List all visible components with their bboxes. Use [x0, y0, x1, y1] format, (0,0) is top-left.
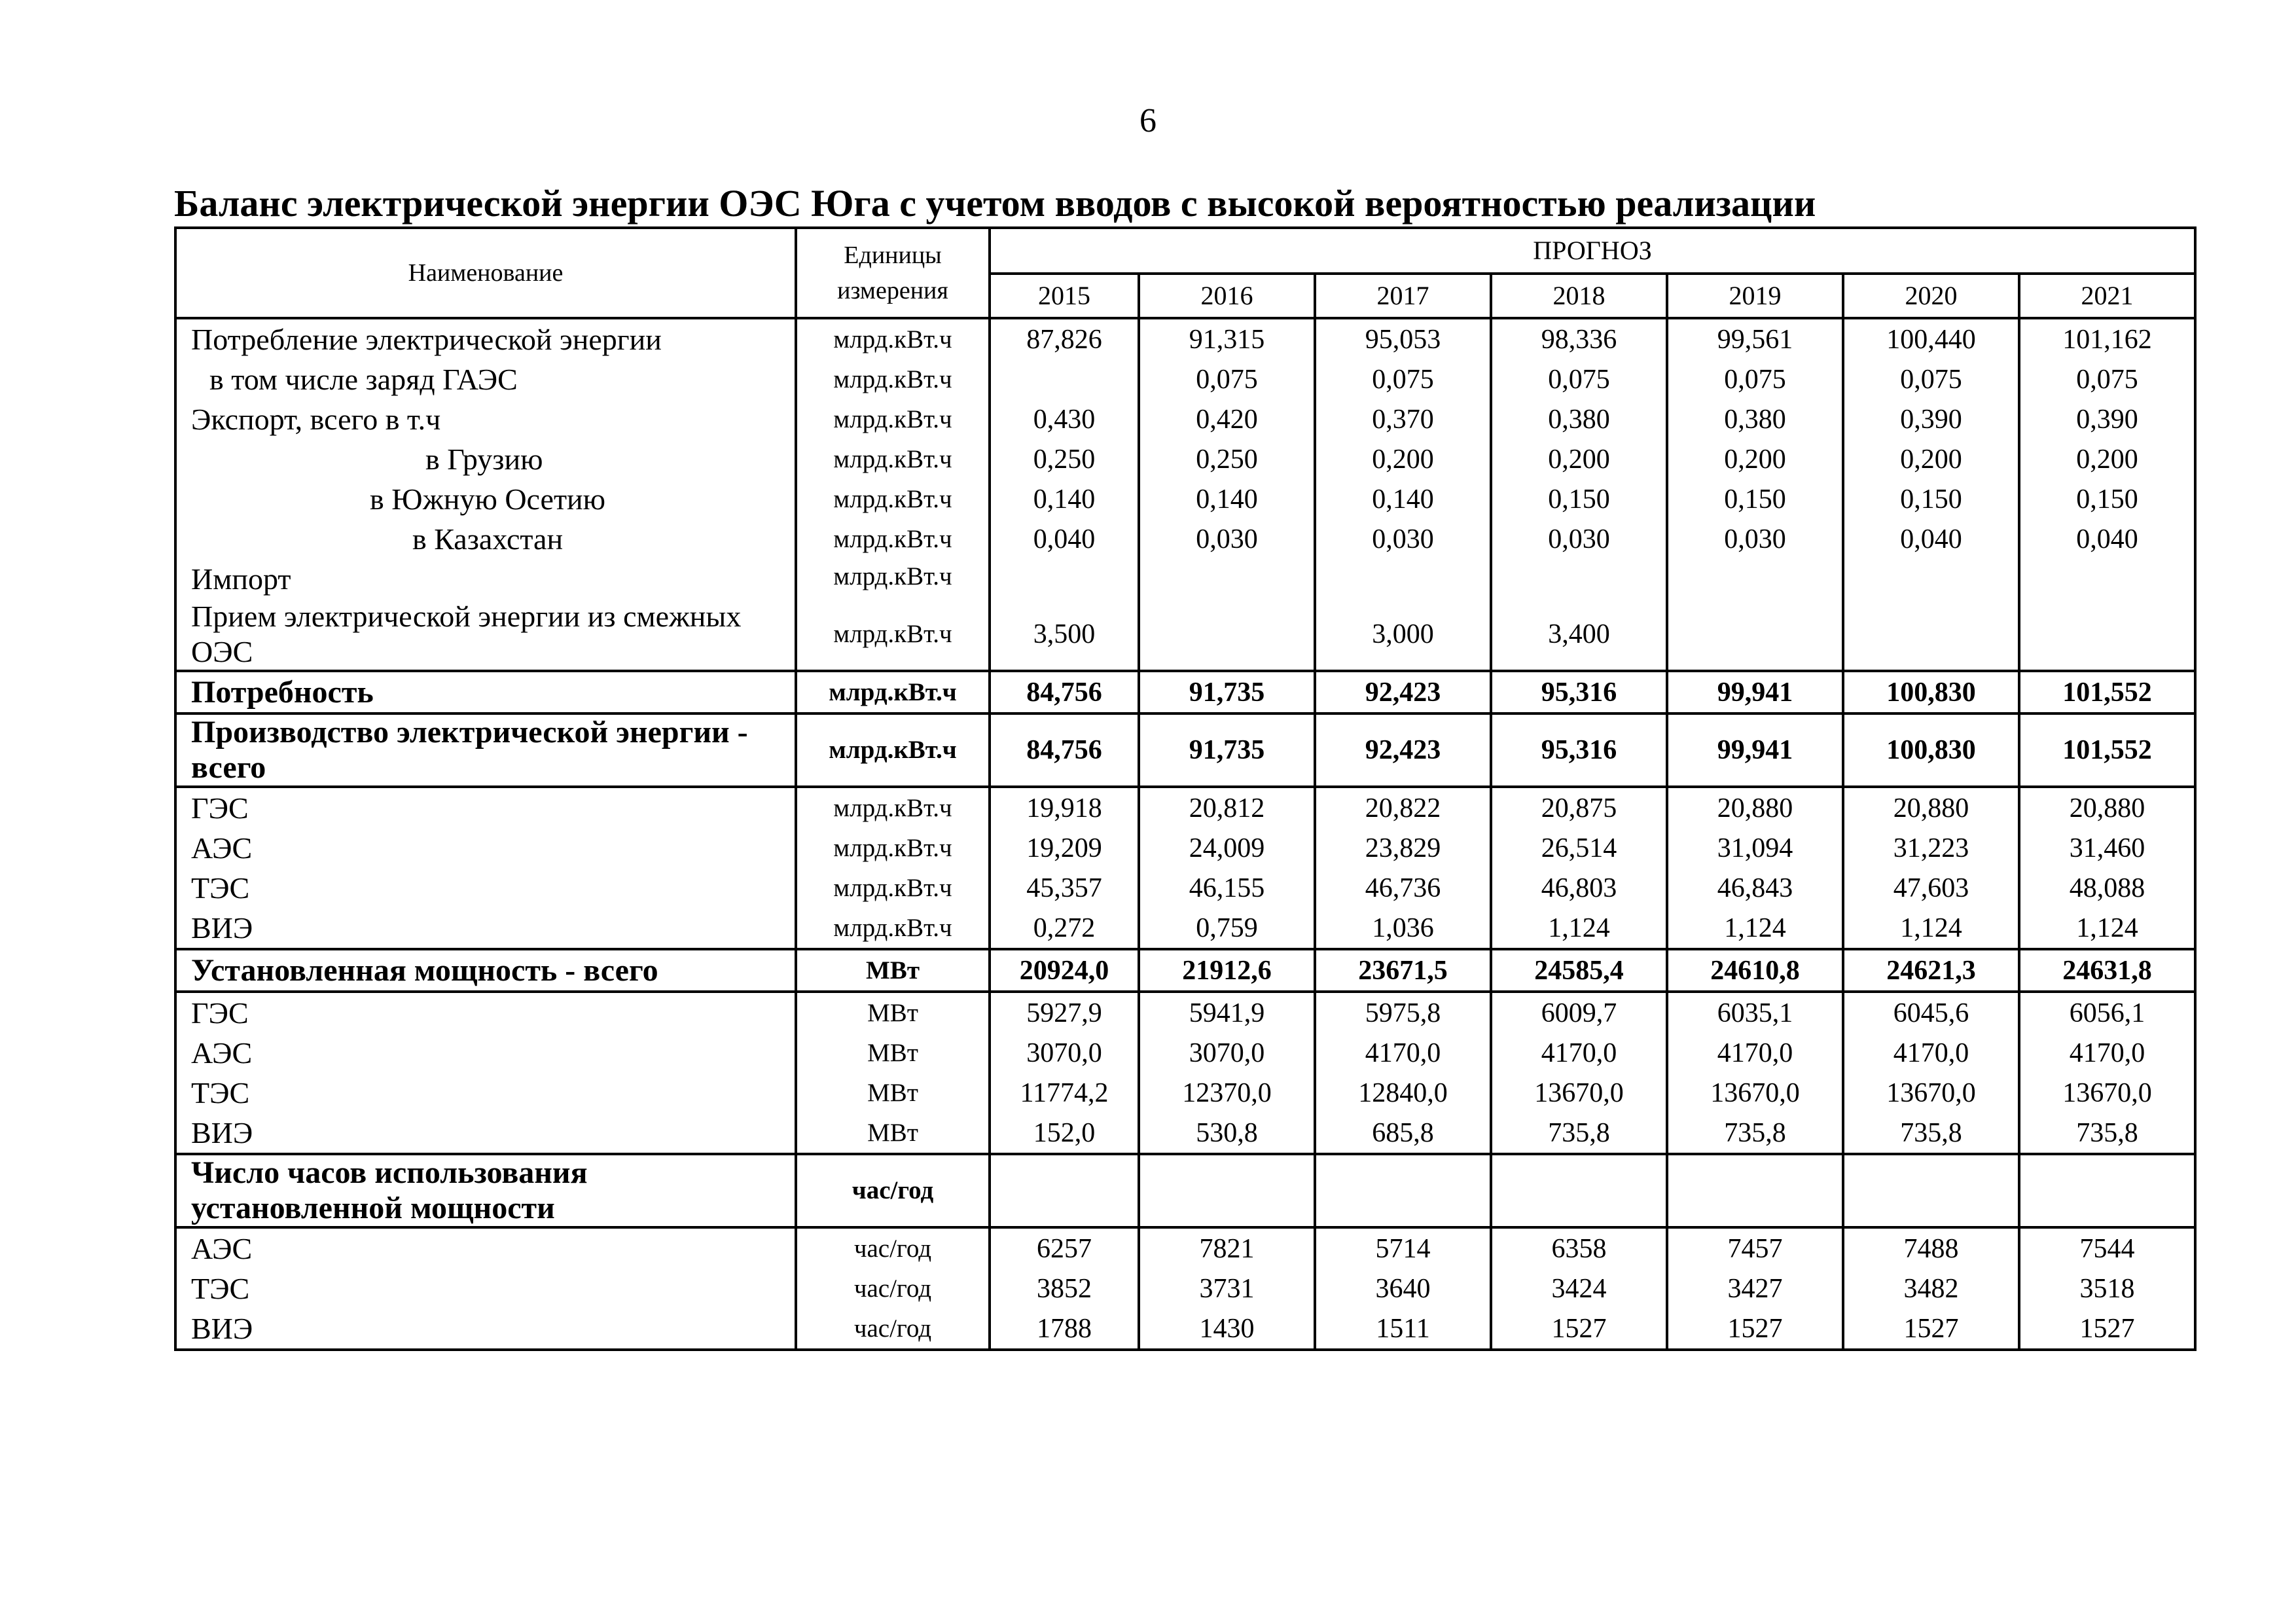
table-row: [175, 671, 2195, 713]
value-cell: 4170,0: [1491, 1033, 1667, 1073]
value-cell: 1527: [1667, 1308, 1843, 1350]
value-cell: 0,430: [990, 399, 1139, 439]
row-label: ВИЭ: [175, 908, 796, 949]
table-row: [175, 1227, 2195, 1269]
value-cell: 4170,0: [1315, 1033, 1491, 1073]
table-row: [175, 908, 2195, 949]
table-row: [175, 439, 2195, 479]
row-label: ВИЭ: [175, 1113, 796, 1154]
value-cell: 4170,0: [1667, 1033, 1843, 1073]
row-unit: млрд.кВт.ч: [796, 439, 990, 479]
energy-balance-table: [174, 226, 2197, 1351]
row-label: в Казахстан: [175, 519, 796, 559]
header-unit: Единицы измерения: [796, 228, 990, 318]
value-cell: 0,150: [1667, 479, 1843, 519]
value-cell: 530,8: [1139, 1113, 1315, 1154]
value-cell: [1843, 599, 2019, 671]
value-cell: 11774,2: [990, 1073, 1139, 1113]
value-cell: 0,200: [1667, 439, 1843, 479]
value-cell: 6035,1: [1667, 992, 1843, 1033]
row-unit: МВт: [796, 992, 990, 1033]
value-cell: 1,124: [1667, 908, 1843, 949]
value-cell: 0,370: [1315, 399, 1491, 439]
value-cell: 7457: [1667, 1227, 1843, 1269]
value-cell: 99,561: [1667, 318, 1843, 359]
value-cell: [1843, 1154, 2019, 1227]
value-cell: 0,200: [1843, 439, 2019, 479]
value-cell: 95,316: [1491, 713, 1667, 787]
value-cell: 152,0: [990, 1113, 1139, 1154]
header-year: 2020: [1843, 274, 2019, 318]
row-unit: млрд.кВт.ч: [796, 399, 990, 439]
value-cell: 7488: [1843, 1227, 2019, 1269]
value-cell: 1527: [1843, 1308, 2019, 1350]
row-unit: час/год: [796, 1308, 990, 1350]
value-cell: 3,500: [990, 599, 1139, 671]
value-cell: 31,094: [1667, 828, 1843, 868]
value-cell: 6056,1: [2019, 992, 2195, 1033]
row-unit: млрд.кВт.ч: [796, 599, 990, 671]
row-label: ТЭС: [175, 868, 796, 908]
value-cell: 3427: [1667, 1269, 1843, 1308]
value-cell: 0,759: [1139, 908, 1315, 949]
row-unit: МВт: [796, 949, 990, 992]
value-cell: 100,440: [1843, 318, 2019, 359]
value-cell: 46,803: [1491, 868, 1667, 908]
value-cell: 100,830: [1843, 713, 2019, 787]
value-cell: 24,009: [1139, 828, 1315, 868]
value-cell: 1430: [1139, 1308, 1315, 1350]
value-cell: 0,380: [1667, 399, 1843, 439]
table-row: [175, 949, 2195, 992]
value-cell: 7821: [1139, 1227, 1315, 1269]
value-cell: 0,030: [1315, 519, 1491, 559]
table-row: [175, 1154, 2195, 1227]
value-cell: 3482: [1843, 1269, 2019, 1308]
row-label: Производство электрической энергии - всего: [175, 713, 796, 787]
row-label: ГЭС: [175, 992, 796, 1033]
table-row: [175, 1308, 2195, 1350]
value-cell: 13670,0: [1667, 1073, 1843, 1113]
value-cell: 6009,7: [1491, 992, 1667, 1033]
value-cell: 24610,8: [1667, 949, 1843, 992]
value-cell: 20924,0: [990, 949, 1139, 992]
value-cell: [1139, 599, 1315, 671]
header-year: 2021: [2019, 274, 2195, 318]
value-cell: 0,200: [1315, 439, 1491, 479]
value-cell: 31,460: [2019, 828, 2195, 868]
row-label: в Грузию: [175, 439, 796, 479]
value-cell: 48,088: [2019, 868, 2195, 908]
value-cell: 92,423: [1315, 671, 1491, 713]
value-cell: 0,150: [1843, 479, 2019, 519]
value-cell: [1315, 1154, 1491, 1227]
value-cell: 12840,0: [1315, 1073, 1491, 1113]
row-label: в Южную Осетию: [175, 479, 796, 519]
row-label: в том числе заряд ГАЭС: [175, 359, 796, 399]
page-number: 6: [1139, 102, 1157, 139]
value-cell: 0,150: [1491, 479, 1667, 519]
value-cell: 1511: [1315, 1308, 1491, 1350]
table-row: [175, 787, 2195, 828]
table-row: [175, 713, 2195, 787]
value-cell: 6257: [990, 1227, 1139, 1269]
value-cell: 4170,0: [2019, 1033, 2195, 1073]
value-cell: [1667, 599, 1843, 671]
value-cell: 99,941: [1667, 713, 1843, 787]
value-cell: 20,812: [1139, 787, 1315, 828]
value-cell: 3640: [1315, 1269, 1491, 1308]
row-label: Импорт: [175, 559, 796, 599]
value-cell: 685,8: [1315, 1113, 1491, 1154]
value-cell: 20,880: [2019, 787, 2195, 828]
header-year: 2017: [1315, 274, 1491, 318]
value-cell: 5941,9: [1139, 992, 1315, 1033]
row-label: ТЭС: [175, 1269, 796, 1308]
value-cell: 0,030: [1491, 519, 1667, 559]
value-cell: 46,155: [1139, 868, 1315, 908]
table-row: [175, 599, 2195, 671]
value-cell: 0,075: [1491, 359, 1667, 399]
value-cell: 101,552: [2019, 671, 2195, 713]
value-cell: 0,040: [990, 519, 1139, 559]
row-unit: млрд.кВт.ч: [796, 713, 990, 787]
value-cell: 5714: [1315, 1227, 1491, 1269]
value-cell: 23671,5: [1315, 949, 1491, 992]
value-cell: 100,830: [1843, 671, 2019, 713]
value-cell: 6358: [1491, 1227, 1667, 1269]
value-cell: 20,875: [1491, 787, 1667, 828]
table-row: [175, 1073, 2195, 1113]
value-cell: 20,880: [1667, 787, 1843, 828]
value-cell: 0,390: [2019, 399, 2195, 439]
row-unit: час/год: [796, 1227, 990, 1269]
row-label: ТЭС: [175, 1073, 796, 1113]
value-cell: 3070,0: [1139, 1033, 1315, 1073]
value-cell: 84,756: [990, 713, 1139, 787]
value-cell: [1843, 559, 2019, 599]
value-cell: 0,075: [1139, 359, 1315, 399]
value-cell: 1,124: [1843, 908, 2019, 949]
value-cell: 0,075: [1667, 359, 1843, 399]
row-unit: млрд.кВт.ч: [796, 868, 990, 908]
value-cell: 0,040: [1843, 519, 2019, 559]
value-cell: 13670,0: [1843, 1073, 2019, 1113]
value-cell: 24585,4: [1491, 949, 1667, 992]
header-year: 2019: [1667, 274, 1843, 318]
row-unit: млрд.кВт.ч: [796, 828, 990, 868]
value-cell: 12370,0: [1139, 1073, 1315, 1113]
value-cell: 24631,8: [2019, 949, 2195, 992]
table-row: [175, 318, 2195, 359]
header-name: Наименование: [175, 228, 796, 318]
value-cell: 0,040: [2019, 519, 2195, 559]
table-row: [175, 479, 2195, 519]
value-cell: 95,316: [1491, 671, 1667, 713]
value-cell: 735,8: [1667, 1113, 1843, 1154]
value-cell: 23,829: [1315, 828, 1491, 868]
value-cell: 0,030: [1139, 519, 1315, 559]
header-year: 2018: [1491, 274, 1667, 318]
row-label: Потребность: [175, 671, 796, 713]
value-cell: [1139, 1154, 1315, 1227]
row-unit: МВт: [796, 1033, 990, 1073]
value-cell: 0,390: [1843, 399, 2019, 439]
table-row: [175, 1269, 2195, 1308]
value-cell: 47,603: [1843, 868, 2019, 908]
value-cell: 95,053: [1315, 318, 1491, 359]
value-cell: 7544: [2019, 1227, 2195, 1269]
row-unit: млрд.кВт.ч: [796, 787, 990, 828]
row-unit: час/год: [796, 1269, 990, 1308]
value-cell: 1,124: [1491, 908, 1667, 949]
value-cell: 735,8: [1491, 1113, 1667, 1154]
value-cell: 0,030: [1667, 519, 1843, 559]
value-cell: 3,400: [1491, 599, 1667, 671]
value-cell: 6045,6: [1843, 992, 2019, 1033]
value-cell: 20,880: [1843, 787, 2019, 828]
value-cell: [990, 1154, 1139, 1227]
value-cell: 91,735: [1139, 713, 1315, 787]
value-cell: 0,200: [1491, 439, 1667, 479]
header-year: 2015: [990, 274, 1139, 318]
value-cell: 5975,8: [1315, 992, 1491, 1033]
table-body: [175, 318, 2195, 1350]
value-cell: 46,843: [1667, 868, 1843, 908]
value-cell: 91,315: [1139, 318, 1315, 359]
row-unit: млрд.кВт.ч: [796, 559, 990, 599]
value-cell: [1491, 1154, 1667, 1227]
table-row: [175, 868, 2195, 908]
table-row: [175, 359, 2195, 399]
value-cell: [990, 559, 1139, 599]
value-cell: 98,336: [1491, 318, 1667, 359]
value-cell: 13670,0: [2019, 1073, 2195, 1113]
row-label: Число часов использования установленной мощности: [175, 1154, 796, 1227]
value-cell: [990, 359, 1139, 399]
value-cell: 0,140: [1315, 479, 1491, 519]
value-cell: 735,8: [1843, 1113, 2019, 1154]
value-cell: 0,250: [1139, 439, 1315, 479]
row-label: Потребление электрической энергии: [175, 318, 796, 359]
table-row: [175, 992, 2195, 1033]
value-cell: 101,552: [2019, 713, 2195, 787]
value-cell: 0,075: [1843, 359, 2019, 399]
table-row: [175, 1113, 2195, 1154]
value-cell: 101,162: [2019, 318, 2195, 359]
row-label: ВИЭ: [175, 1308, 796, 1350]
value-cell: 0,140: [1139, 479, 1315, 519]
value-cell: 19,918: [990, 787, 1139, 828]
table-row: [175, 828, 2195, 868]
value-cell: 0,380: [1491, 399, 1667, 439]
value-cell: 3,000: [1315, 599, 1491, 671]
value-cell: 24621,3: [1843, 949, 2019, 992]
row-label: АЭС: [175, 828, 796, 868]
value-cell: [2019, 1154, 2195, 1227]
value-cell: 0,075: [2019, 359, 2195, 399]
value-cell: 1527: [1491, 1308, 1667, 1350]
value-cell: 3852: [990, 1269, 1139, 1308]
header-year: 2016: [1139, 274, 1315, 318]
row-label: Установленная мощность - всего: [175, 949, 796, 992]
value-cell: 31,223: [1843, 828, 2019, 868]
row-unit: млрд.кВт.ч: [796, 359, 990, 399]
value-cell: 0,150: [2019, 479, 2195, 519]
value-cell: 92,423: [1315, 713, 1491, 787]
value-cell: [1315, 559, 1491, 599]
value-cell: [1667, 1154, 1843, 1227]
value-cell: 1,036: [1315, 908, 1491, 949]
value-cell: 0,075: [1315, 359, 1491, 399]
value-cell: 84,756: [990, 671, 1139, 713]
table-row: [175, 519, 2195, 559]
row-label: Экспорт, всего в т.ч: [175, 399, 796, 439]
row-label: Прием электрической энергии из смежных ОЭС: [175, 599, 796, 671]
table-row: [175, 559, 2195, 599]
row-unit: млрд.кВт.ч: [796, 671, 990, 713]
table-header: [175, 228, 2195, 318]
row-unit: млрд.кВт.ч: [796, 479, 990, 519]
value-cell: 0,420: [1139, 399, 1315, 439]
value-cell: [2019, 559, 2195, 599]
value-cell: 0,272: [990, 908, 1139, 949]
row-unit: млрд.кВт.ч: [796, 519, 990, 559]
value-cell: 45,357: [990, 868, 1139, 908]
value-cell: 1,124: [2019, 908, 2195, 949]
value-cell: 26,514: [1491, 828, 1667, 868]
row-label: АЭС: [175, 1033, 796, 1073]
value-cell: 21912,6: [1139, 949, 1315, 992]
value-cell: [1139, 559, 1315, 599]
value-cell: 5927,9: [990, 992, 1139, 1033]
row-unit: час/год: [796, 1154, 990, 1227]
row-label: ГЭС: [175, 787, 796, 828]
value-cell: 1788: [990, 1308, 1139, 1350]
value-cell: 0,140: [990, 479, 1139, 519]
row-unit: МВт: [796, 1073, 990, 1113]
row-label: АЭС: [175, 1227, 796, 1269]
value-cell: 0,200: [2019, 439, 2195, 479]
value-cell: 3070,0: [990, 1033, 1139, 1073]
value-cell: 19,209: [990, 828, 1139, 868]
value-cell: 3731: [1139, 1269, 1315, 1308]
table-row: [175, 399, 2195, 439]
row-unit: млрд.кВт.ч: [796, 908, 990, 949]
value-cell: [1491, 559, 1667, 599]
value-cell: 3518: [2019, 1269, 2195, 1308]
value-cell: 99,941: [1667, 671, 1843, 713]
value-cell: 1527: [2019, 1308, 2195, 1350]
value-cell: [2019, 599, 2195, 671]
value-cell: 91,735: [1139, 671, 1315, 713]
row-unit: млрд.кВт.ч: [796, 318, 990, 359]
value-cell: 4170,0: [1843, 1033, 2019, 1073]
value-cell: 735,8: [2019, 1113, 2195, 1154]
value-cell: 13670,0: [1491, 1073, 1667, 1113]
table-title: Баланс электрической энергии ОЭС Юга с учетом вводов с высокой вероятностью реализации: [174, 182, 1816, 225]
table-row: [175, 1033, 2195, 1073]
header-forecast: ПРОГНОЗ: [990, 228, 2195, 274]
row-unit: МВт: [796, 1113, 990, 1154]
value-cell: 3424: [1491, 1269, 1667, 1308]
value-cell: 20,822: [1315, 787, 1491, 828]
value-cell: 87,826: [990, 318, 1139, 359]
value-cell: 0,250: [990, 439, 1139, 479]
value-cell: 46,736: [1315, 868, 1491, 908]
value-cell: [1667, 559, 1843, 599]
